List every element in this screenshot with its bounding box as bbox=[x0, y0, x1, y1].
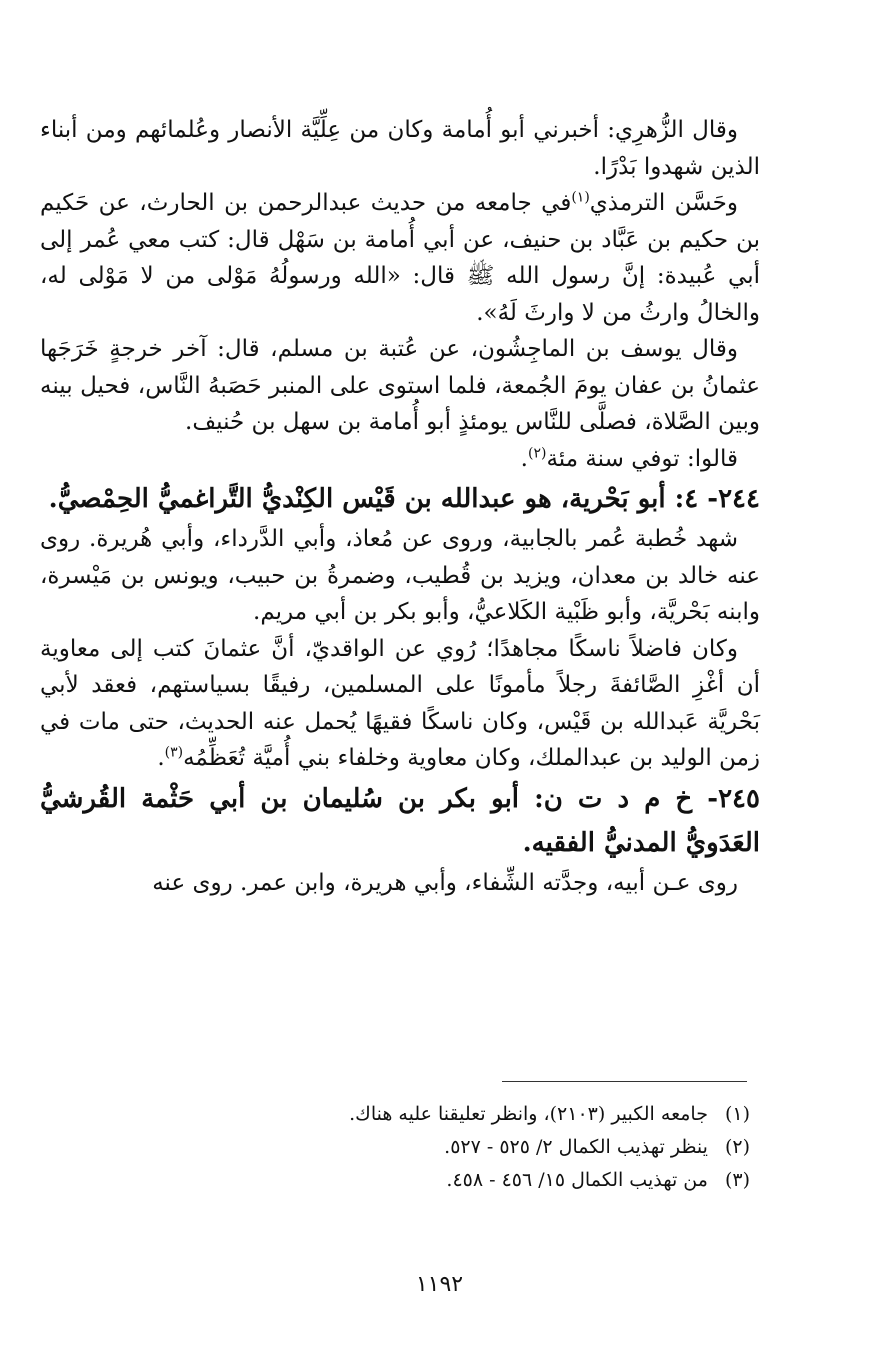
paragraph-majishun bbox=[40, 331, 760, 441]
footnote-text: ينظر تهذيب الكمال ٢/ ٥٢٥ - ٥٢٧. bbox=[444, 1136, 708, 1158]
footnote-1 bbox=[150, 1098, 750, 1131]
footnote-number: (١) bbox=[724, 1103, 750, 1125]
footnotes bbox=[150, 1098, 750, 1197]
footnote-ref-1[interactable]: (١) bbox=[571, 189, 590, 206]
paragraph-text: . bbox=[520, 445, 528, 472]
footnote-2 bbox=[150, 1131, 750, 1164]
footnote-text: جامعه الكبير (٢١٠٣)، وانظر تعليقنا عليه هناك. bbox=[349, 1103, 708, 1125]
footnote-number: (٢) bbox=[724, 1136, 750, 1158]
page-number: ١١٩٢ bbox=[415, 1272, 464, 1297]
paragraph-text: . bbox=[157, 745, 165, 771]
paragraph-text: روى عـن أبيه، وجدَّته الشِّفاء، وأبي هريرة، وابن عمر. روى عنه bbox=[152, 869, 738, 896]
paragraph-narrators-244 bbox=[40, 521, 760, 631]
paragraph-text: شهد خُطبة عُمر بالجابية، وروى عن مُعاذ، وأبي الدَّرداء، وأبي هُريرة. روى عنه خالد بن معدان، ويزيد بن قُطيب، وضمرةُ بن حبيب، ويونس بن مَيْسرة، وابنه بَحْريَّة، وأبو ظَبْية الكَلاعيُّ، وأبو بكر بن أبي مريم. bbox=[40, 526, 760, 625]
paragraph-text: في جامعه من حديث عبدالرحمن بن الحارث، عن حَكيم بن حكيم بن عَبَّاد بن حنيف، عن أبي أُمامة بن سَهْل قال: كتب معي عُمر إلى أبي عُبيدة: إنَّ رسول الله ﷺ قال: «الله ورسولُهُ مَوْلى من لا مَوْلى له، والخالُ وارثُ من لا وارثَ لَهُ». bbox=[40, 190, 760, 326]
paragraph-text: وكان فاضلاً ناسكًا مجاهدًا؛ رُوي عن الواقديّ، أنَّ عثمانَ كتب إلى معاوية أن أغْزِ الصَّائفةَ رجلاً مأمونًا على المسلمين، رفيقًا بسياستهم، فعقد لأبي بَحْريَّة عَبدالله بن قَيْس، وكان ناسكًا فقيهًا يُحمل عنه الحديث، حتى مات في زمن الوليد بن عبدالملك، وكان معاوية وخلفاء بني أُميَّة تُعَظِّمُه bbox=[40, 635, 760, 771]
paragraph-text: قالوا: توفي سنة مئة bbox=[546, 445, 738, 472]
footnote-text: من تهذيب الكمال ١٥/ ٤٥٦ - ٤٥٨. bbox=[446, 1169, 708, 1191]
paragraph-tirmidhi bbox=[40, 185, 760, 331]
footnote-ref-3[interactable]: (٣) bbox=[164, 744, 184, 761]
paragraph-narrators-245 bbox=[40, 865, 760, 902]
entry-title: أبو بَحْرية، هو عبدالله بن قَيْس الكِنْديُّ التَّراغميُّ الحِمْصيُّ. bbox=[48, 484, 666, 514]
footnote-3 bbox=[150, 1164, 750, 1197]
paragraph-death-year bbox=[40, 441, 760, 478]
paragraph-biography-244 bbox=[40, 631, 760, 777]
entry-number: ٢٤٥- خ م د ت ن: bbox=[534, 783, 760, 814]
footnote-number: (٣) bbox=[724, 1169, 750, 1191]
footnote-divider bbox=[502, 1081, 747, 1082]
entry-heading-245 bbox=[40, 777, 760, 865]
main-text bbox=[40, 112, 760, 901]
entry-title: أبو بكر بن سُليمان بن أبي حَثْمة القُرشيُّ العَدَويُّ المدنيُّ الفقيه. bbox=[40, 783, 760, 858]
footnote-ref-2[interactable]: (٢) bbox=[527, 444, 547, 461]
entry-number: ٢٤٤- ٤: bbox=[674, 484, 760, 514]
paragraph-text: وحَسَّن الترمذي bbox=[589, 190, 738, 216]
paragraph-text: وقال يوسف بن الماجِشُون، عن عُتبة بن مسلم، قال: آخر خرجةٍ خَرَجَها عثمانُ بن عفان يومَ الجُمعة، فلما استوى على المنبر حَصَبهُ النَّاس، فحيل بينه وبين الصَّلاة، فصلَّى للنَّاس يومئذٍ أبو أُمامة بن سهل بن حُنيف. bbox=[40, 336, 760, 435]
entry-heading-244 bbox=[40, 477, 760, 521]
paragraph-text: وقال الزُّهرِي: أخبرني أبو أُمامة وكان من عِلِّيَّة الأنصار وعُلمائهم ومن أبناء الذين شهدوا بَدْرًا. bbox=[40, 117, 760, 180]
paragraph-zuhri bbox=[40, 112, 760, 185]
